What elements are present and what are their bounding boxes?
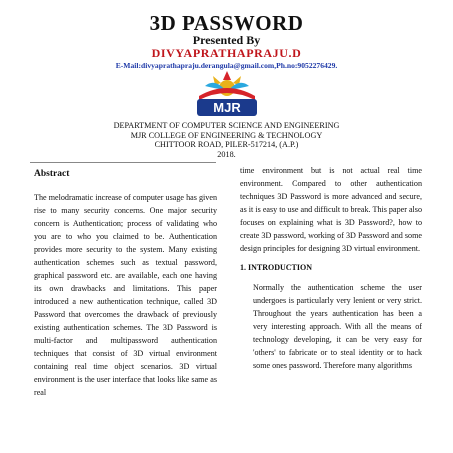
abstract-text: The melodramatic increase of computer usage has given rise to many security concerns. One major security concern is Authentication; process of validating who you are to who you claimed to be. Authentication provides more security to the system. Many existing authentication schemes such as textual password, graphical password etc. are available, each one having its own drawbacks and limitations. This paper introduced a new authentication technique, called 3D Password that overcomes the drawback of previously existing authentication schemes. The 3D Password is multi-factor and multipassword authentication techniques that consist of 3D virtual environment containing real time object scenarios. 3D virtual environment is the user interface that looks like same as real bbox=[34, 193, 217, 397]
right-column bbox=[240, 164, 422, 372]
logo-text: MJR bbox=[213, 100, 241, 115]
logo-flame-top bbox=[223, 71, 231, 80]
mjr-college-logo bbox=[179, 66, 275, 122]
introduction-text: Normally the authentication scheme the user undergoes is particularly very lenient or very strict. Throughout the years authentication has been a very interesting approach. With all the means of technology developing, it can be very easy for 'others' to fabricate or to steal identity or to hack some ones password. Therefore many algorithms bbox=[253, 283, 422, 370]
paper-header bbox=[0, 12, 453, 72]
left-column bbox=[34, 164, 217, 399]
department-name: DEPARTMENT OF COMPUTER SCIENCE AND ENGINEERING bbox=[113, 121, 340, 130]
college-address: CHITTOOR ROAD, PILER-517214, (A.P.) bbox=[154, 140, 299, 149]
introduction-heading: 1. INTRODUCTION bbox=[240, 263, 313, 272]
college-name: MJR COLLEGE OF ENGINEERING & TECHNOLOGY bbox=[130, 130, 323, 140]
abstract-divider bbox=[30, 162, 216, 163]
author-contact: E-Mail:divyaprathapraju.derangula@gmail.com,Ph.no:9052276429. bbox=[115, 61, 338, 70]
author-name: DIVYAPRATHAPRAJU.D bbox=[151, 46, 302, 60]
department-block bbox=[0, 121, 453, 159]
presented-by-label: Presented By bbox=[192, 33, 261, 47]
paper-title: 3D PASSWORD bbox=[149, 11, 304, 35]
abstract-heading: Abstract bbox=[34, 169, 70, 179]
abstract-continued-text: time environment but is not actual real time environment. Compared to other authentication techniques 3D Password is more advanced and secure, as it is easy to use and difficult to break. This paper also focuses on explaining what is 3D Password?, how to create 3D password, working of 3D Password and some design principles for designing 3D virtual environment. bbox=[240, 166, 422, 253]
publication-year: 2018. bbox=[217, 149, 236, 159]
